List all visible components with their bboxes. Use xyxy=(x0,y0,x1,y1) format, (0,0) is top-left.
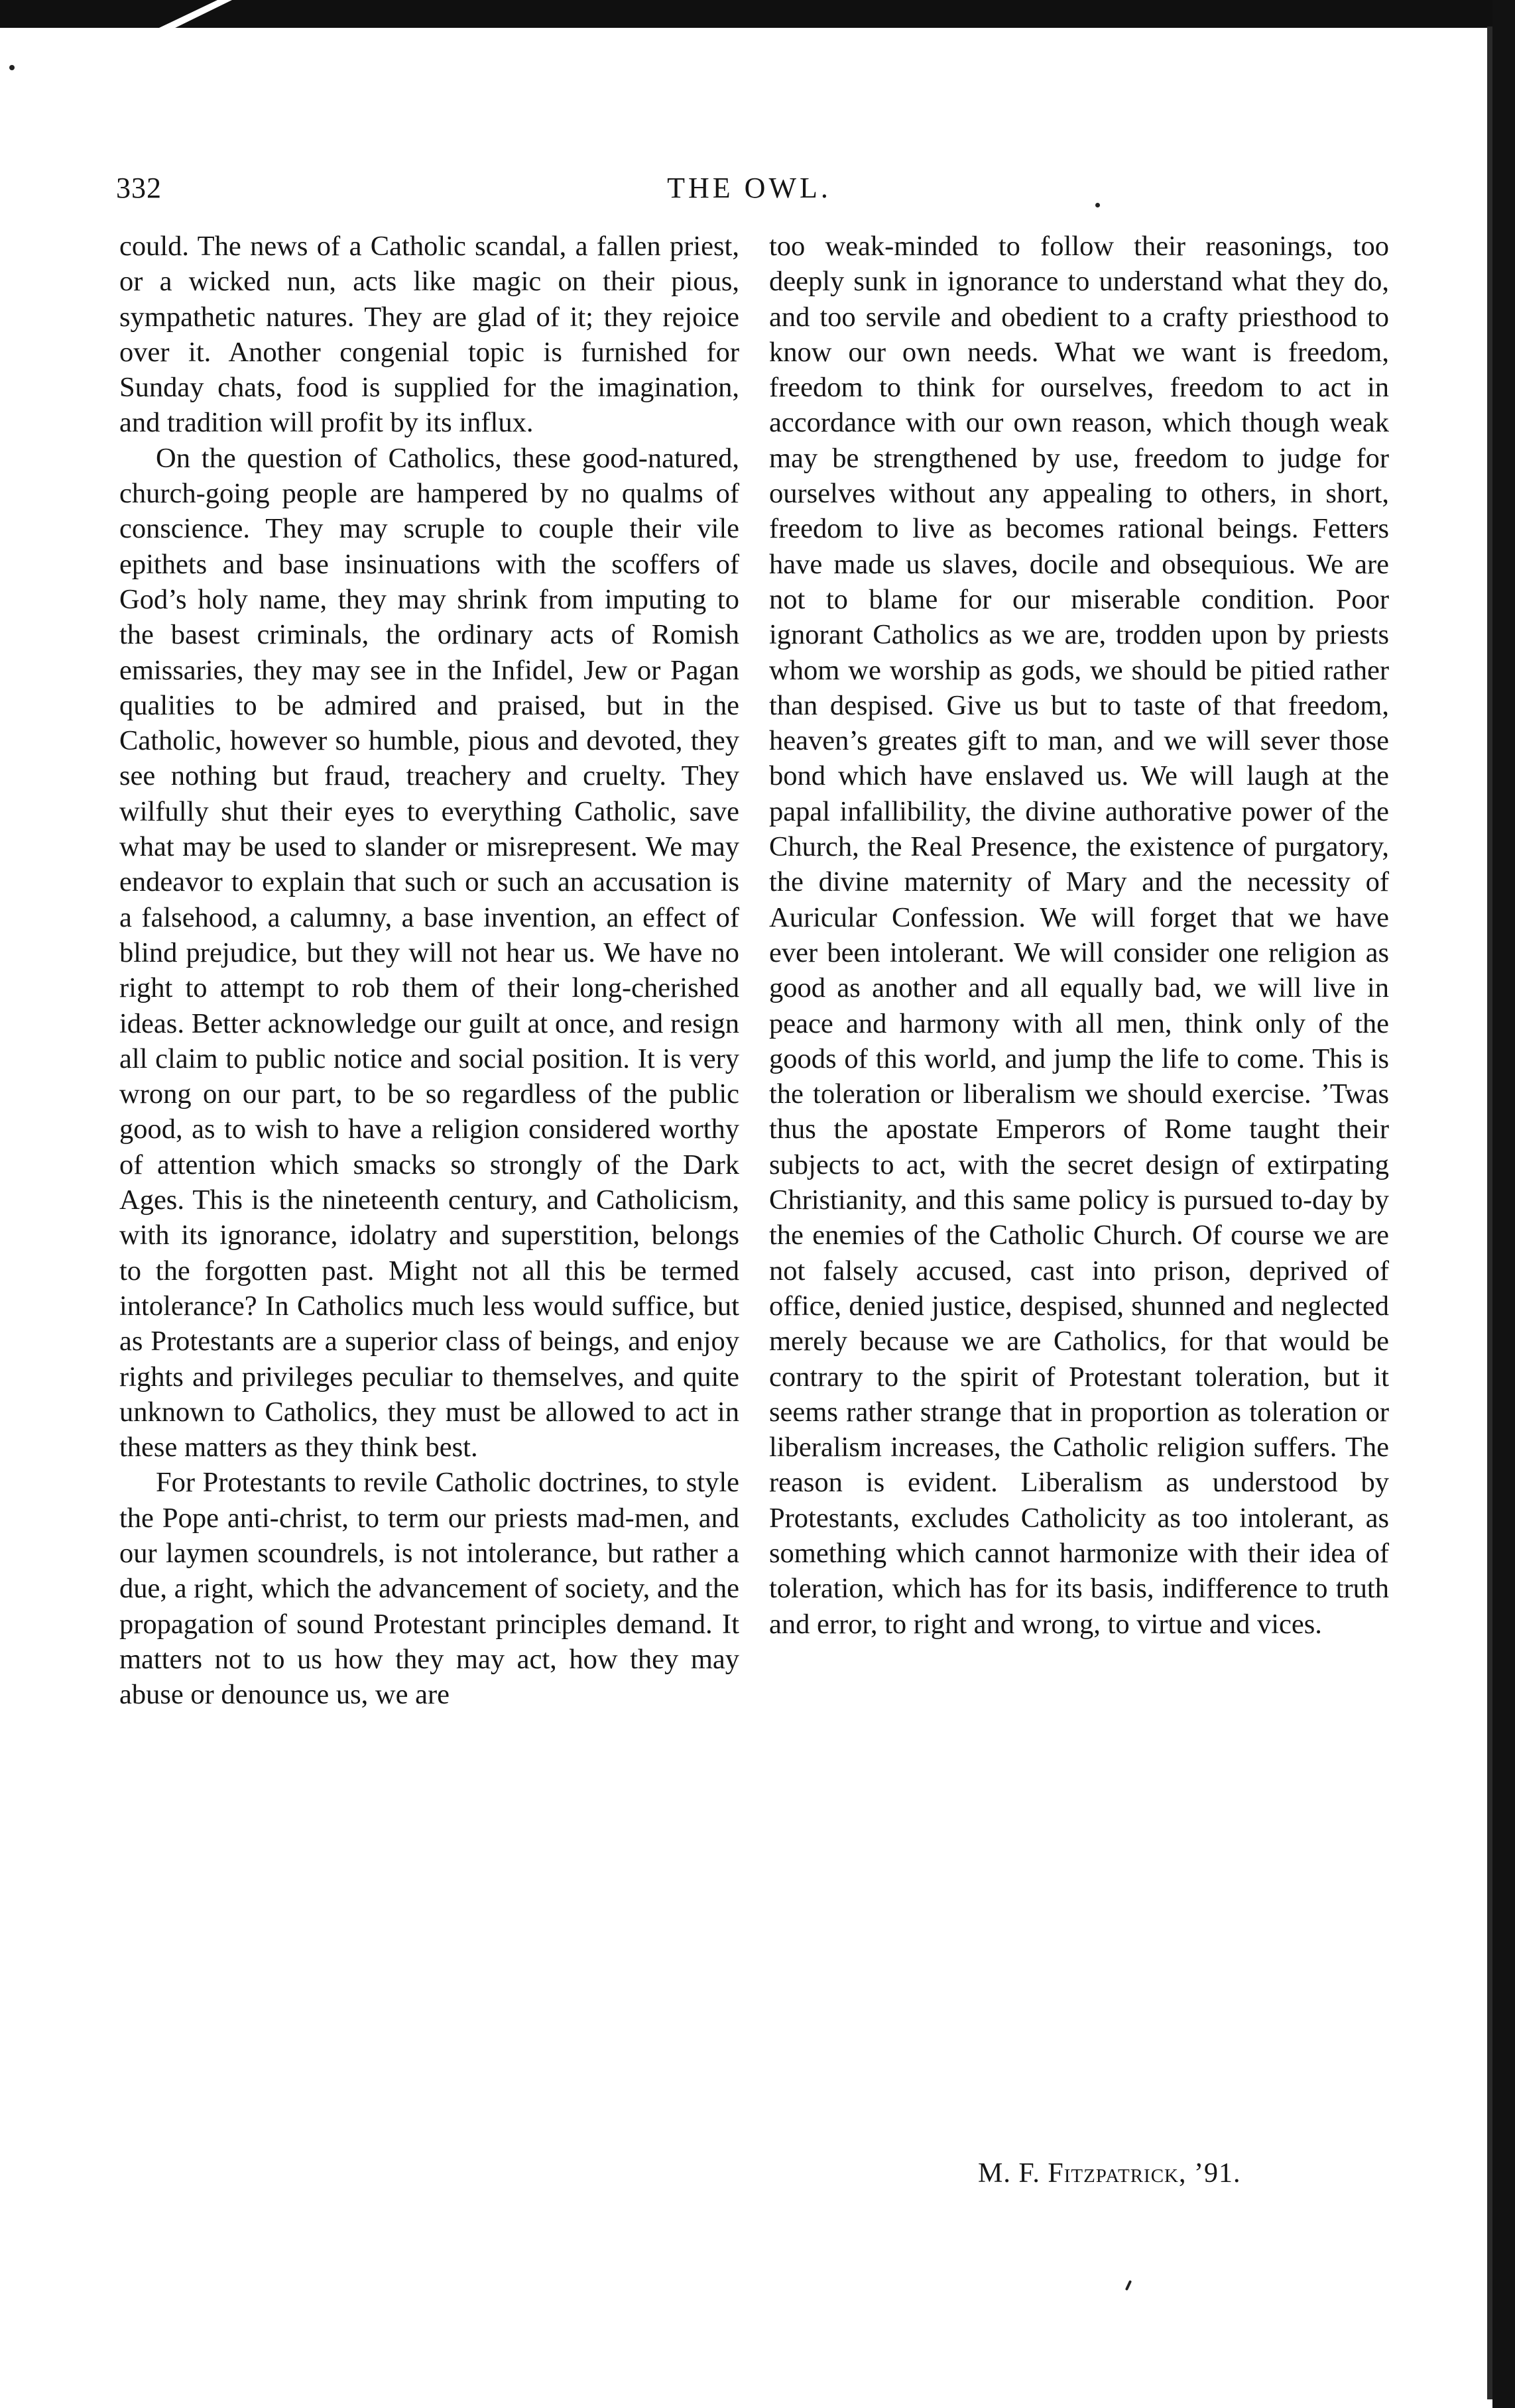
author-class-year: , ’91. xyxy=(1178,2158,1241,2189)
left-column xyxy=(119,229,739,1712)
scan-speck xyxy=(9,65,15,70)
scan-right-border xyxy=(1492,0,1515,2408)
right-column xyxy=(769,229,1389,1642)
paragraph: For Protestants to revile Catholic doctrines, to style the Pope anti-christ, to term our priests mad-men, and our laymen scoundrels, is not intolerance, but rather a due, a right, which the advancement of society, and the propagation of sound Protestant principles demand. It matters not to us how they may act, how they may abuse or denounce us, we are xyxy=(119,1467,739,1711)
running-title: THE OWL. xyxy=(667,172,831,204)
page-header xyxy=(116,171,1382,217)
paragraph: too weak-minded to follow their reasonings, too deeply sunk in ignorance to understand what they do, and too servile and obedient to a crafty priesthood to know our own needs. What we want is freedom, freedom to think for ourselves, freedom to act in accordance with our own reason, which though weak may be strengthened by use, freedom to judge for ourselves without any appealing to others, in short, freedom to live as becomes rational beings. Fetters have made us slaves, docile and obsequious. We are not to blame for our miserable condition. Poor ignorant Catholics as we are, trodden upon by priests whom we worship as gods, we should be pitied rather than despised. Give us but to taste of that freedom, heaven’s greates gift to man, and we will sever those bond which have enslaved us. We will laugh at the papal infallibility, the divine authorative power of the Church, the Real Presence, the existence of purgatory, the divine maternity of Mary and the necessity of Auricular Confession. We will forget that we have ever been intolerant. We will consider one religion as good as another and all equally bad, we will live in peace and harmony with all men, think only of the goods of this world, and jump the life to come. This is the toleration or liberalism we should exercise. ’Twas thus the apostate Emperors of Rome taught their subjects to act, with the secret design of extirpating Christianity, and this same policy is pursued to-day by the enemies of the Catholic Church. Of course we are not falsely accused, cast into prison, deprived of office, denied justice, despised, shunned and neglected merely because we are Catholics, for that would be contrary to the spirit of Protestant toleration, but it seems rather strange that in proportion as toleration or liberalism increases, the Catholic religion suffers. The reason is evident. Liberalism as understood by Protestants, excludes Catholicity as too intolerant, as something which cannot harmonize with their idea of toleration, which has for its basis, indifference to truth and error, to right and wrong, to virtue and vices. xyxy=(769,231,1389,1640)
paragraph: could. The news of a Catholic scandal, a fallen priest, or a wicked nun, acts like magic on their pious, sympathetic natures. They are glad of it; they rejoice over it. Another congenial topic is furnished for Sunday chats, food is supplied for the imagination, and tradition will profit by its influx. xyxy=(119,231,739,439)
paragraph: On the question of Catholics, these good-natured, church-going people are hampered by no qualms of conscience. They may scruple to couple their vile epithets and base insinuations with the scoffers of God’s holy name, they may shrink from imputing to the basest criminals, the ordinary acts of Romish emissaries, they may see in the Infidel, Jew or Pagan qualities to be admired and praised, but in the Catholic, however so humble, pious and devoted, they see nothing but fraud, treachery and cruelty. They wilfully shut their eyes to everything Catholic, save what may be used to slander or misrepresent. We may endeavor to explain that such or such an accusation is a falsehood, a calumny, a base invention, an effect of blind prejudice, but they will not hear us. We have no right to attempt to rob them of their long-cherished ideas. Better acknowledge our guilt at once, and resign all claim to public notice and social position. It is very wrong on our part, to be so regardless of the public good, as to wish to have a religion considered worthy of attention which smacks so strongly of the Dark Ages. This is the nineteenth century, and Catholicism, with its ignorance, idolatry and superstition, belongs to the forgotten past. Might not all this be termed intolerance? In Catholics much less would suffice, but as Protestants are a superior class of beings, and enjoy rights and privileges peculiar to themselves, and quite unknown to Catholics, they must be allowed to act in these matters as they think best. xyxy=(119,442,739,1463)
scan-right-shadow xyxy=(1487,27,1492,2399)
page-number: 332 xyxy=(116,172,162,204)
author-initials: M. F. xyxy=(978,2158,1040,2189)
scan-top-border xyxy=(0,0,1515,28)
author-surname: Fitzpatrick xyxy=(1048,2158,1179,2189)
author-signature xyxy=(978,2157,1241,2189)
scan-speck xyxy=(1125,2280,1132,2291)
